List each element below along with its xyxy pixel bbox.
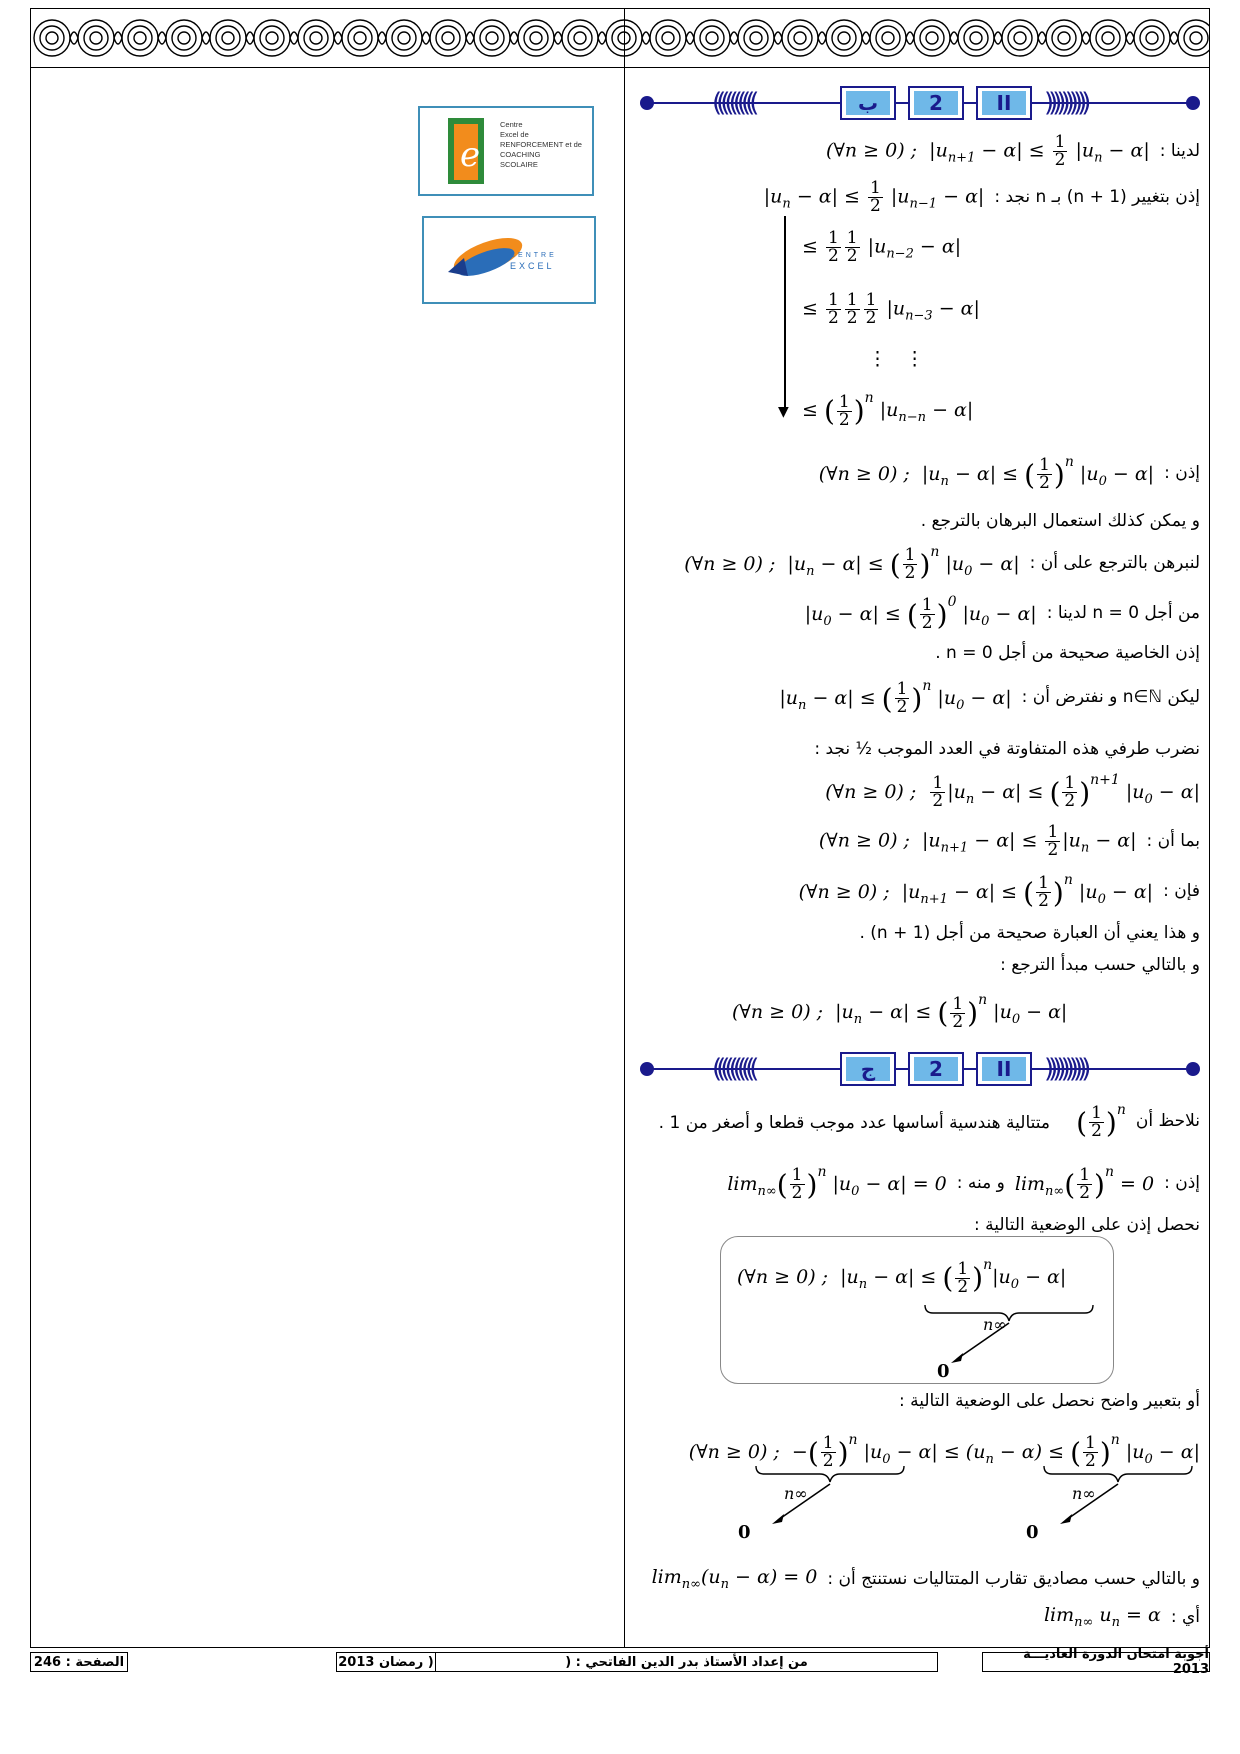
line-b17-text: و بالتالي حسب مبدأ الترجع : bbox=[1000, 955, 1200, 975]
line-c6: $\lim_{n\infty} u_n = \alpha$ أي : bbox=[1043, 1604, 1200, 1630]
line-c6-text: أي : bbox=[1170, 1607, 1200, 1627]
limit-label: n∞ bbox=[983, 1315, 1007, 1334]
section-roman: II bbox=[982, 1057, 1026, 1081]
line-b15-text: فإن : bbox=[1163, 881, 1200, 901]
brace-arrow-left-icon bbox=[752, 1464, 912, 1544]
line-b2: $|u_n - \alpha|$ ≤ $\frac{1}{2}$ $|u_{n-1} - \alpha|$ إذن بتغيير (n + 1) بـ n نجد : bbox=[763, 177, 1200, 216]
line-b15: (∀n ≥ 0) ; $|u_{n+1} - \alpha|$ ≤ ( $\frac{1}{2}$ )$^n$ $|u_0 - \alpha|$ فإن : bbox=[798, 871, 1200, 912]
section-banner-c bbox=[640, 1050, 1200, 1088]
chevron-right-icon: )))))))))) bbox=[1044, 88, 1086, 118]
line-b16-text: و هذا يعني أن العبارة صحيحة من أجل (n + 1) . bbox=[859, 923, 1200, 943]
chevron-right-icon: )))))))))) bbox=[1044, 1054, 1086, 1084]
centre-excel-logo-2 bbox=[422, 216, 596, 304]
limit-label-left: n∞ bbox=[784, 1484, 808, 1503]
brace-arrow-right-icon bbox=[1040, 1464, 1200, 1544]
chevron-left-icon: (((((((((( bbox=[712, 1054, 754, 1084]
line-b10-text: إذن الخاصية صحيحة من أجل n = 0 . bbox=[935, 643, 1200, 663]
column-divider bbox=[624, 8, 625, 1648]
line-b8: (∀n ≥ 0) ; $|u_n - \alpha|$ ≤ ( $\frac{1}{2}$ )$^n$ $|u_0 - \alpha|$ لنبرهن بالترجع على أن : bbox=[684, 543, 1200, 584]
line-c5-text: و بالتالي حسب مصاديق تقارب المتتاليات نستنتج أن : bbox=[827, 1569, 1200, 1589]
limit-situation-box bbox=[720, 1236, 1114, 1384]
footer-title: أجوبة امتحان الدورة العاديـــة 2013 bbox=[982, 1652, 1210, 1672]
line-c2-mid: و منه : bbox=[956, 1173, 1005, 1193]
line-b14: (∀n ≥ 0) ; $|u_{n+1} - \alpha|$ ≤ $\frac{1}{2}$ $|u_n - \alpha|$ بما أن : bbox=[818, 821, 1200, 860]
logo1-text-3: RENFORCEMENT et de bbox=[500, 140, 582, 149]
step-2: ≤ $\frac{1}{2}$ $\frac{1}{2}$ $\frac{1}{2}$ $|u_{n-3} - \alpha|$ bbox=[802, 290, 980, 328]
footer-page-number: الصفحة : 246 bbox=[30, 1652, 128, 1672]
logo1-text-5: SCOLAIRE bbox=[500, 160, 538, 169]
line-b6-text: إذن : bbox=[1164, 463, 1200, 483]
limit-label-right: n∞ bbox=[1072, 1484, 1096, 1503]
section-letter-b: ب bbox=[846, 91, 890, 115]
centre-excel-logo bbox=[418, 106, 594, 196]
line-b7 bbox=[640, 506, 1200, 536]
line-b1: (∀n ≥ 0) ; $|u_{n+1} - \alpha|$ ≤ $\frac{1}{2}$ $|u_n - \alpha|$ لدينا : bbox=[826, 131, 1200, 170]
section-number: 2 bbox=[914, 91, 958, 115]
banner-dot-icon bbox=[1186, 96, 1200, 110]
line-c2: $\lim_{n\infty}$( $\frac{1}{2}$ )$^n$ $|u_0 - \alpha| = 0$ و منه : $\lim_{n\infty}$( $\frac{1}{2}$ )$^n$ = 0 إذن : bbox=[727, 1163, 1200, 1204]
step-dots: ⋮ ⋮ bbox=[868, 348, 925, 370]
line-b1-text: لدينا : bbox=[1159, 141, 1200, 161]
logo1-text-2: Excel de bbox=[500, 130, 529, 139]
line-b7-text: و يمكن كذلك استعمال البرهان بالترجع . bbox=[920, 511, 1200, 531]
logo2-text-1: CENTRE bbox=[510, 252, 557, 259]
line-c4-text: أو بتعبير واضح نحصل على الوضعية التالية : bbox=[899, 1391, 1200, 1411]
line-b11: $|u_n - \alpha|$ ≤ ( $\frac{1}{2}$ )$^n$ $|u_0 - \alpha|$ ليكن n∈ℕ و نفترض أن : bbox=[779, 677, 1200, 718]
line-b16 bbox=[640, 918, 1200, 948]
excel-swoosh-logo-icon bbox=[424, 218, 594, 302]
logo1-text-1: Centre bbox=[500, 120, 523, 129]
line-b2-text: إذن بتغيير (n + 1) بـ n نجد : bbox=[994, 187, 1200, 207]
step-1: ≤ $\frac{1}{2}$ $\frac{1}{2}$ $|u_{n-2} - \alpha|$ bbox=[802, 228, 962, 266]
chevron-left-icon: (((((((((( bbox=[712, 88, 754, 118]
line-b10 bbox=[640, 638, 1200, 668]
line-b12 bbox=[640, 734, 1200, 764]
line-c1b bbox=[640, 1108, 1050, 1138]
limit-zero-left: 0 bbox=[738, 1522, 751, 1543]
line-b8-text: لنبرهن بالترجع على أن : bbox=[1029, 553, 1200, 573]
logo2-text-2: EXCEL bbox=[510, 261, 555, 271]
banner-dot-icon bbox=[1186, 1062, 1200, 1076]
line-b17 bbox=[640, 950, 1200, 980]
limit-zero-right: 0 bbox=[1026, 1522, 1039, 1543]
section-letter-c: ج bbox=[846, 1057, 890, 1081]
down-arrow-icon bbox=[784, 216, 786, 412]
line-b9: $|u_0 - \alpha|$ ≤ ( $\frac{1}{2}$ )$^0$ $|u_0 - \alpha|$ من أجل n = 0 لدينا : bbox=[804, 593, 1200, 634]
line-c1b-text: متتالية هندسية أساسها عدد موجب قطعا و أصغر من 1 . bbox=[658, 1113, 1050, 1133]
line-c1-text: نلاحظ أن bbox=[1135, 1111, 1200, 1131]
svg-text:e: e bbox=[460, 135, 481, 175]
section-number: 2 bbox=[914, 1057, 958, 1081]
footer-date: ( رمضان 2013 bbox=[336, 1652, 436, 1672]
banner-dot-icon bbox=[640, 1062, 654, 1076]
line-c5-ineq: (∀n ≥ 0) ; −( $\frac{1}{2}$ )$^n$ $|u_0 - \alpha| \le (u_n - \alpha)$ ≤ ( $\frac{1}{2}$ )$^n$ $|u_0 - \alpha|$ bbox=[688, 1431, 1200, 1472]
line-c1: ( $\frac{1}{2}$ )$^n$ نلاحظ أن bbox=[1076, 1101, 1200, 1142]
line-c5: $\lim_{n\infty}(u_n - \alpha) = 0$ و بالتالي حسب مصاديق تقارب المتتاليات نستنتج أن : bbox=[651, 1566, 1200, 1592]
limit-zero: 0 bbox=[937, 1361, 950, 1382]
line-b13: (∀n ≥ 0) ; $\frac{1}{2}$ $|u_n - \alpha|$ ≤ ( $\frac{1}{2}$ )$^{n+1}$ $|u_0 - \alpha|$ bbox=[825, 771, 1200, 812]
step-n: ≤ ( $\frac{1}{2}$ )$^n$ $|u_{n-n} - \alpha|$ bbox=[802, 390, 974, 430]
arrow-head-icon: ▼ bbox=[778, 404, 789, 420]
line-b6: (∀n ≥ 0) ; $|u_n - \alpha|$ ≤ ( $\frac{1}{2}$ )$^n$ $|u_0 - \alpha|$ إذن : bbox=[818, 453, 1200, 494]
boxed-inequality: (∀n ≥ 0) ; $|u_n - \alpha|$ ≤ ( $\frac{1}{2}$ )$^n|u_0 - \alpha|$ bbox=[737, 1257, 1067, 1297]
line-b9-text: من أجل n = 0 لدينا : bbox=[1046, 603, 1200, 623]
line-c2-text: إذن : bbox=[1164, 1173, 1200, 1193]
line-c3-text: نحصل إذن على الوضعية التالية : bbox=[974, 1215, 1200, 1235]
line-c4 bbox=[640, 1386, 1200, 1416]
section-roman: II bbox=[982, 91, 1026, 115]
conclusion-b: (∀n ≥ 0) ; $|u_n - \alpha|$ ≤ ( $\frac{1}{2}$ )$^n$ $|u_0 - \alpha|$ bbox=[732, 992, 1068, 1032]
logo1-text-4: COACHING bbox=[500, 150, 541, 159]
line-b12-text: نضرب طرفي هذه المتفاوتة في العدد الموجب ½ نجد : bbox=[814, 739, 1200, 759]
line-b14-text: بما أن : bbox=[1146, 831, 1200, 851]
section-banner-b bbox=[640, 84, 1200, 122]
footer-author: من إعداد الأستاذ بدر الدين الفاتحي : ( bbox=[436, 1652, 938, 1672]
line-b11-text: ليكن n∈ℕ و نفترض أن : bbox=[1021, 687, 1200, 707]
banner-dot-icon bbox=[640, 96, 654, 110]
